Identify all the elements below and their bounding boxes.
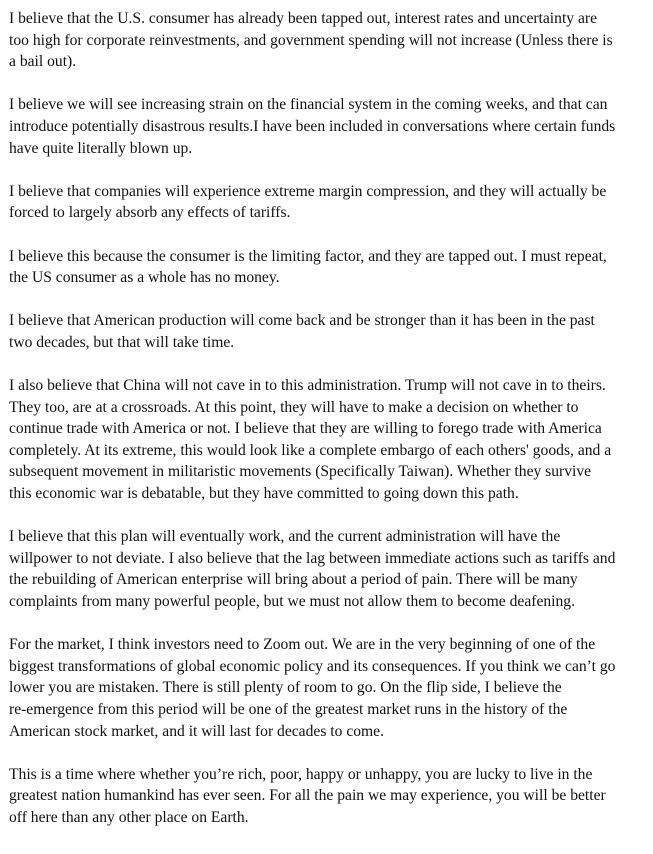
paragraph-china: I also believe that China will not cave in to this administration. Trump will not cave in to theirs. They too, are at a crossroads. At this point, they will have to make a decision on whether to continue trade with America or not. I believe that they are willing to forego trade with America completely. At its extreme, this would look like a complete embargo of each others' goods, and a subsequent movement in militaristic movements (Specifically Taiwan). Whether they survive this economic war is debatable, but they have committed to going down this path.	[9, 377, 612, 503]
paragraph-consumer-limiting-factor: I believe this because the consumer is the limiting factor, and they are tapped out. I must repeat, the US consumer as a whole has no money.	[9, 247, 607, 287]
paragraph-plan-will-work: I believe that this plan will eventually work, and the current administration will have the willpower to not deviate. I also believe that the lag between immediate actions such as tariffs and the rebuilding of American enterprise will bring about a period of pain. There will be many complaints from many powerful people, but we must not allow them to become deafening.	[9, 528, 616, 611]
paragraph-closing: This is a time where whether you’re rich, poor, happy or unhappy, you are lucky to live in the greatest nation humankind has ever seen. For all the pain we may experience, you will be better off here than any other place on Earth.	[9, 765, 606, 826]
paragraph-consumer-tapped-out: I believe that the U.S. consumer has already been tapped out, interest rates and uncertainty are too high for corporate reinvestments, and government spending will not increase (Unless there is a bail out).	[9, 10, 613, 71]
paragraph-american-production: I believe that American production will come back and be stronger than it has been in the past two decades, but that will take time.	[9, 312, 595, 351]
paragraph-financial-strain: I believe we will see increasing strain on the financial system in the coming weeks, and that can introduce potentially disastrous results.I have been included in conversations where certain funds have quite literally blown up.	[9, 96, 616, 157]
paragraph-market-outlook: For the market, I think investors need to Zoom out. We are in the very beginning of one of the biggest transformations of global economic policy and its consequences. If you think we can’t go lower you are mistaken. There is still plenty of room to go. On the flip side, I believe the re-emergence from this period will be one of the greatest market runs in the history of the American stock market, and it will last for decades to come.	[9, 636, 616, 740]
paragraph-margin-compression: I believe that companies will experience extreme margin compression, and they will actually be forced to largely absorb any effects of tariffs.	[9, 182, 607, 222]
